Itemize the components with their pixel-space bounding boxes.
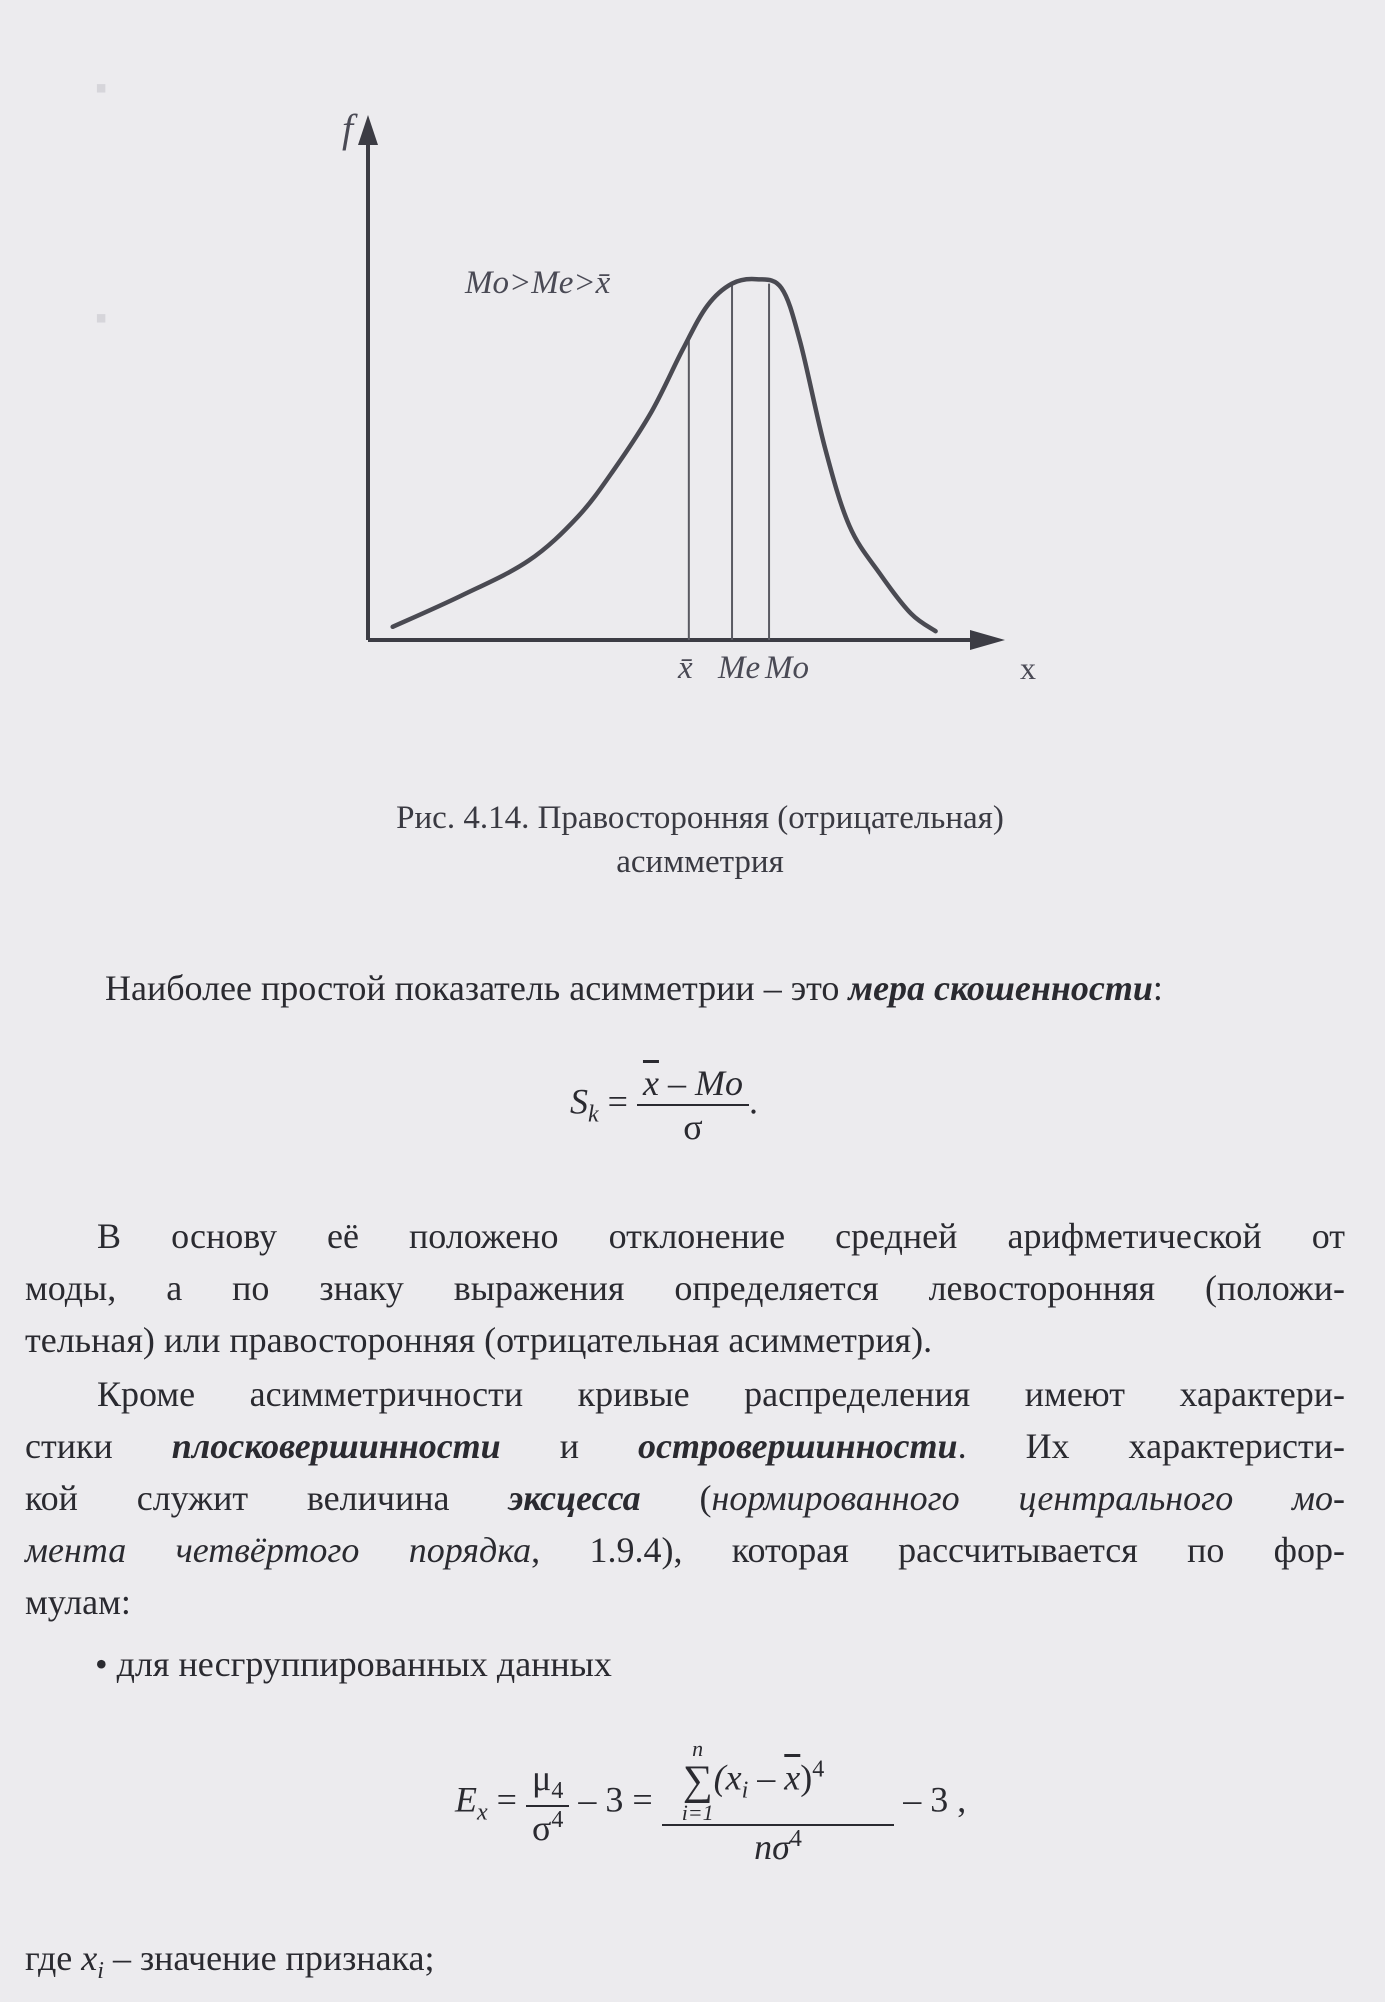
figure-caption-line1: Рис. 4.14. Правосторонняя (отрицательная) bbox=[396, 800, 1004, 836]
paragraph-deviation-line3: тельная) или правосторонняя (отрицательная асимметрия). bbox=[25, 1320, 933, 1360]
text-span: где bbox=[25, 1938, 82, 1978]
intro-sentence bbox=[105, 962, 1163, 1014]
mode-marker-label: Mo bbox=[765, 650, 809, 686]
formula-ex-sub: x bbox=[477, 1799, 488, 1826]
sum-term-index: i bbox=[741, 1777, 749, 1804]
formula-ex-mu bbox=[526, 1757, 569, 1807]
paragraph-line: Кроме асимметричности кривые распределения имеют характери- bbox=[97, 1374, 1345, 1414]
paragraph-kurtosis-line3 bbox=[25, 1472, 1345, 1524]
sum-term-close: ) bbox=[800, 1757, 813, 1798]
mu-subscript: 4 bbox=[551, 1778, 564, 1805]
formula-ex-sum-fraction bbox=[662, 1738, 895, 1868]
sum-term-power: 4 bbox=[812, 1756, 825, 1783]
bullet-ungrouped-data: • для несгруппированных данных bbox=[95, 1644, 612, 1684]
x-axis-arrow bbox=[970, 630, 1005, 650]
leptokurtosis-term: островершинности bbox=[637, 1426, 958, 1466]
y-axis-arrow bbox=[358, 115, 378, 145]
skewness-figure bbox=[320, 105, 1060, 715]
den-power: 4 bbox=[789, 1826, 802, 1852]
summation bbox=[682, 1738, 714, 1824]
formula-ex-sum-numerator bbox=[662, 1738, 895, 1826]
y-axis-label: f bbox=[342, 106, 354, 151]
paragraph-deviation bbox=[25, 1210, 1345, 1262]
excess-term: эксцесса bbox=[508, 1478, 641, 1518]
text-span: . Их характеристи- bbox=[957, 1426, 1345, 1466]
figure-caption-line2: асимметрия bbox=[616, 844, 784, 880]
mu-symbol: μ bbox=[532, 1757, 552, 1798]
formula-sk-numerator bbox=[637, 1062, 749, 1106]
bleed-through-mark: ▪ bbox=[95, 70, 108, 107]
platykurtosis-term: плосковершинности bbox=[171, 1426, 501, 1466]
text-span: – значение признака; bbox=[103, 1938, 435, 1978]
text-span: ( bbox=[640, 1478, 712, 1518]
skewness-formula bbox=[570, 1062, 758, 1148]
intro-suffix: : bbox=[1152, 968, 1163, 1008]
sum-upper-limit: n bbox=[692, 1736, 704, 1761]
sum-symbol: ∑ bbox=[682, 1758, 713, 1804]
formula-ex-moment-fraction bbox=[526, 1757, 569, 1849]
formula-sk-fraction bbox=[637, 1062, 749, 1148]
sum-term-open: (x bbox=[713, 1757, 742, 1798]
sum-lower-limit: i=1 bbox=[681, 1800, 714, 1825]
formula-sk-lhs: S bbox=[570, 1081, 588, 1122]
formula-ex-eq: = bbox=[487, 1779, 526, 1820]
paragraph-line: В основу её положено отклонение средней арифметической от bbox=[97, 1216, 1345, 1256]
xi-subscript: i bbox=[97, 1958, 104, 1985]
sum-term-minus: – bbox=[748, 1757, 785, 1798]
paragraph-kurtosis-line1 bbox=[25, 1368, 1345, 1420]
formula-sk-eq: = bbox=[598, 1081, 637, 1122]
formula-ex-minus3-tail: – 3 , bbox=[894, 1779, 967, 1820]
formula-sk-num-rest: – Mo bbox=[658, 1063, 743, 1103]
paragraph-kurtosis-line2 bbox=[25, 1420, 1345, 1472]
normalized-moment-term: нормированного центрального мо- bbox=[711, 1478, 1345, 1518]
paragraph-kurtosis-line5: мулам: bbox=[25, 1582, 131, 1622]
paragraph-line: моды, а по знаку выражения определяется левосторонняя (положи- bbox=[25, 1268, 1345, 1308]
relation-label: Mo>Me>x̄ bbox=[465, 265, 611, 301]
formula-ex-minus3: – 3 = bbox=[569, 1779, 662, 1820]
bleed-through-mark: ▪ bbox=[95, 300, 108, 337]
sigma-symbol: σ bbox=[531, 1808, 552, 1849]
paragraph-deviation-line2 bbox=[25, 1262, 1345, 1314]
formula-sk-sub: k bbox=[588, 1101, 599, 1128]
formula-ex-lhs: E bbox=[455, 1779, 477, 1820]
text-span: кой служит величина bbox=[25, 1478, 509, 1518]
formula-sk-denominator: σ bbox=[683, 1107, 703, 1147]
kurtosis-formula bbox=[455, 1738, 966, 1868]
mean-marker-label: x̄ bbox=[678, 650, 693, 686]
distribution-plot bbox=[320, 105, 1060, 715]
formula-sk-tail: . bbox=[748, 1081, 758, 1122]
den-n-sigma: nσ bbox=[754, 1827, 790, 1867]
fourth-order-moment-term: мента четвёртого порядка bbox=[25, 1530, 532, 1570]
sigma-power: 4 bbox=[551, 1807, 564, 1834]
x-axis-label: x bbox=[1020, 650, 1036, 686]
skewness-measure-term: мера скошенности bbox=[848, 968, 1153, 1008]
definition-xi bbox=[25, 1932, 434, 1997]
text-span: и bbox=[500, 1426, 638, 1466]
sum-term-xbar: $\overline{x}$ bbox=[784, 1757, 801, 1798]
text-span: стики bbox=[25, 1426, 172, 1466]
paragraph-kurtosis-line4 bbox=[25, 1524, 1345, 1576]
formula-ex-sum-denominator bbox=[662, 1826, 895, 1868]
distribution-curve bbox=[393, 279, 936, 631]
formula-ex-sigma4 bbox=[526, 1807, 569, 1849]
xi-symbol: x bbox=[81, 1938, 98, 1978]
intro-prefix: Наиболее простой показатель асимметрии – это bbox=[105, 968, 849, 1008]
text-span: , 1.9.4), которая рассчитывается по фор- bbox=[531, 1530, 1345, 1570]
median-marker-label: Me bbox=[718, 650, 761, 686]
formula-sk-xbar: $\overline{x}$ bbox=[642, 1063, 659, 1103]
